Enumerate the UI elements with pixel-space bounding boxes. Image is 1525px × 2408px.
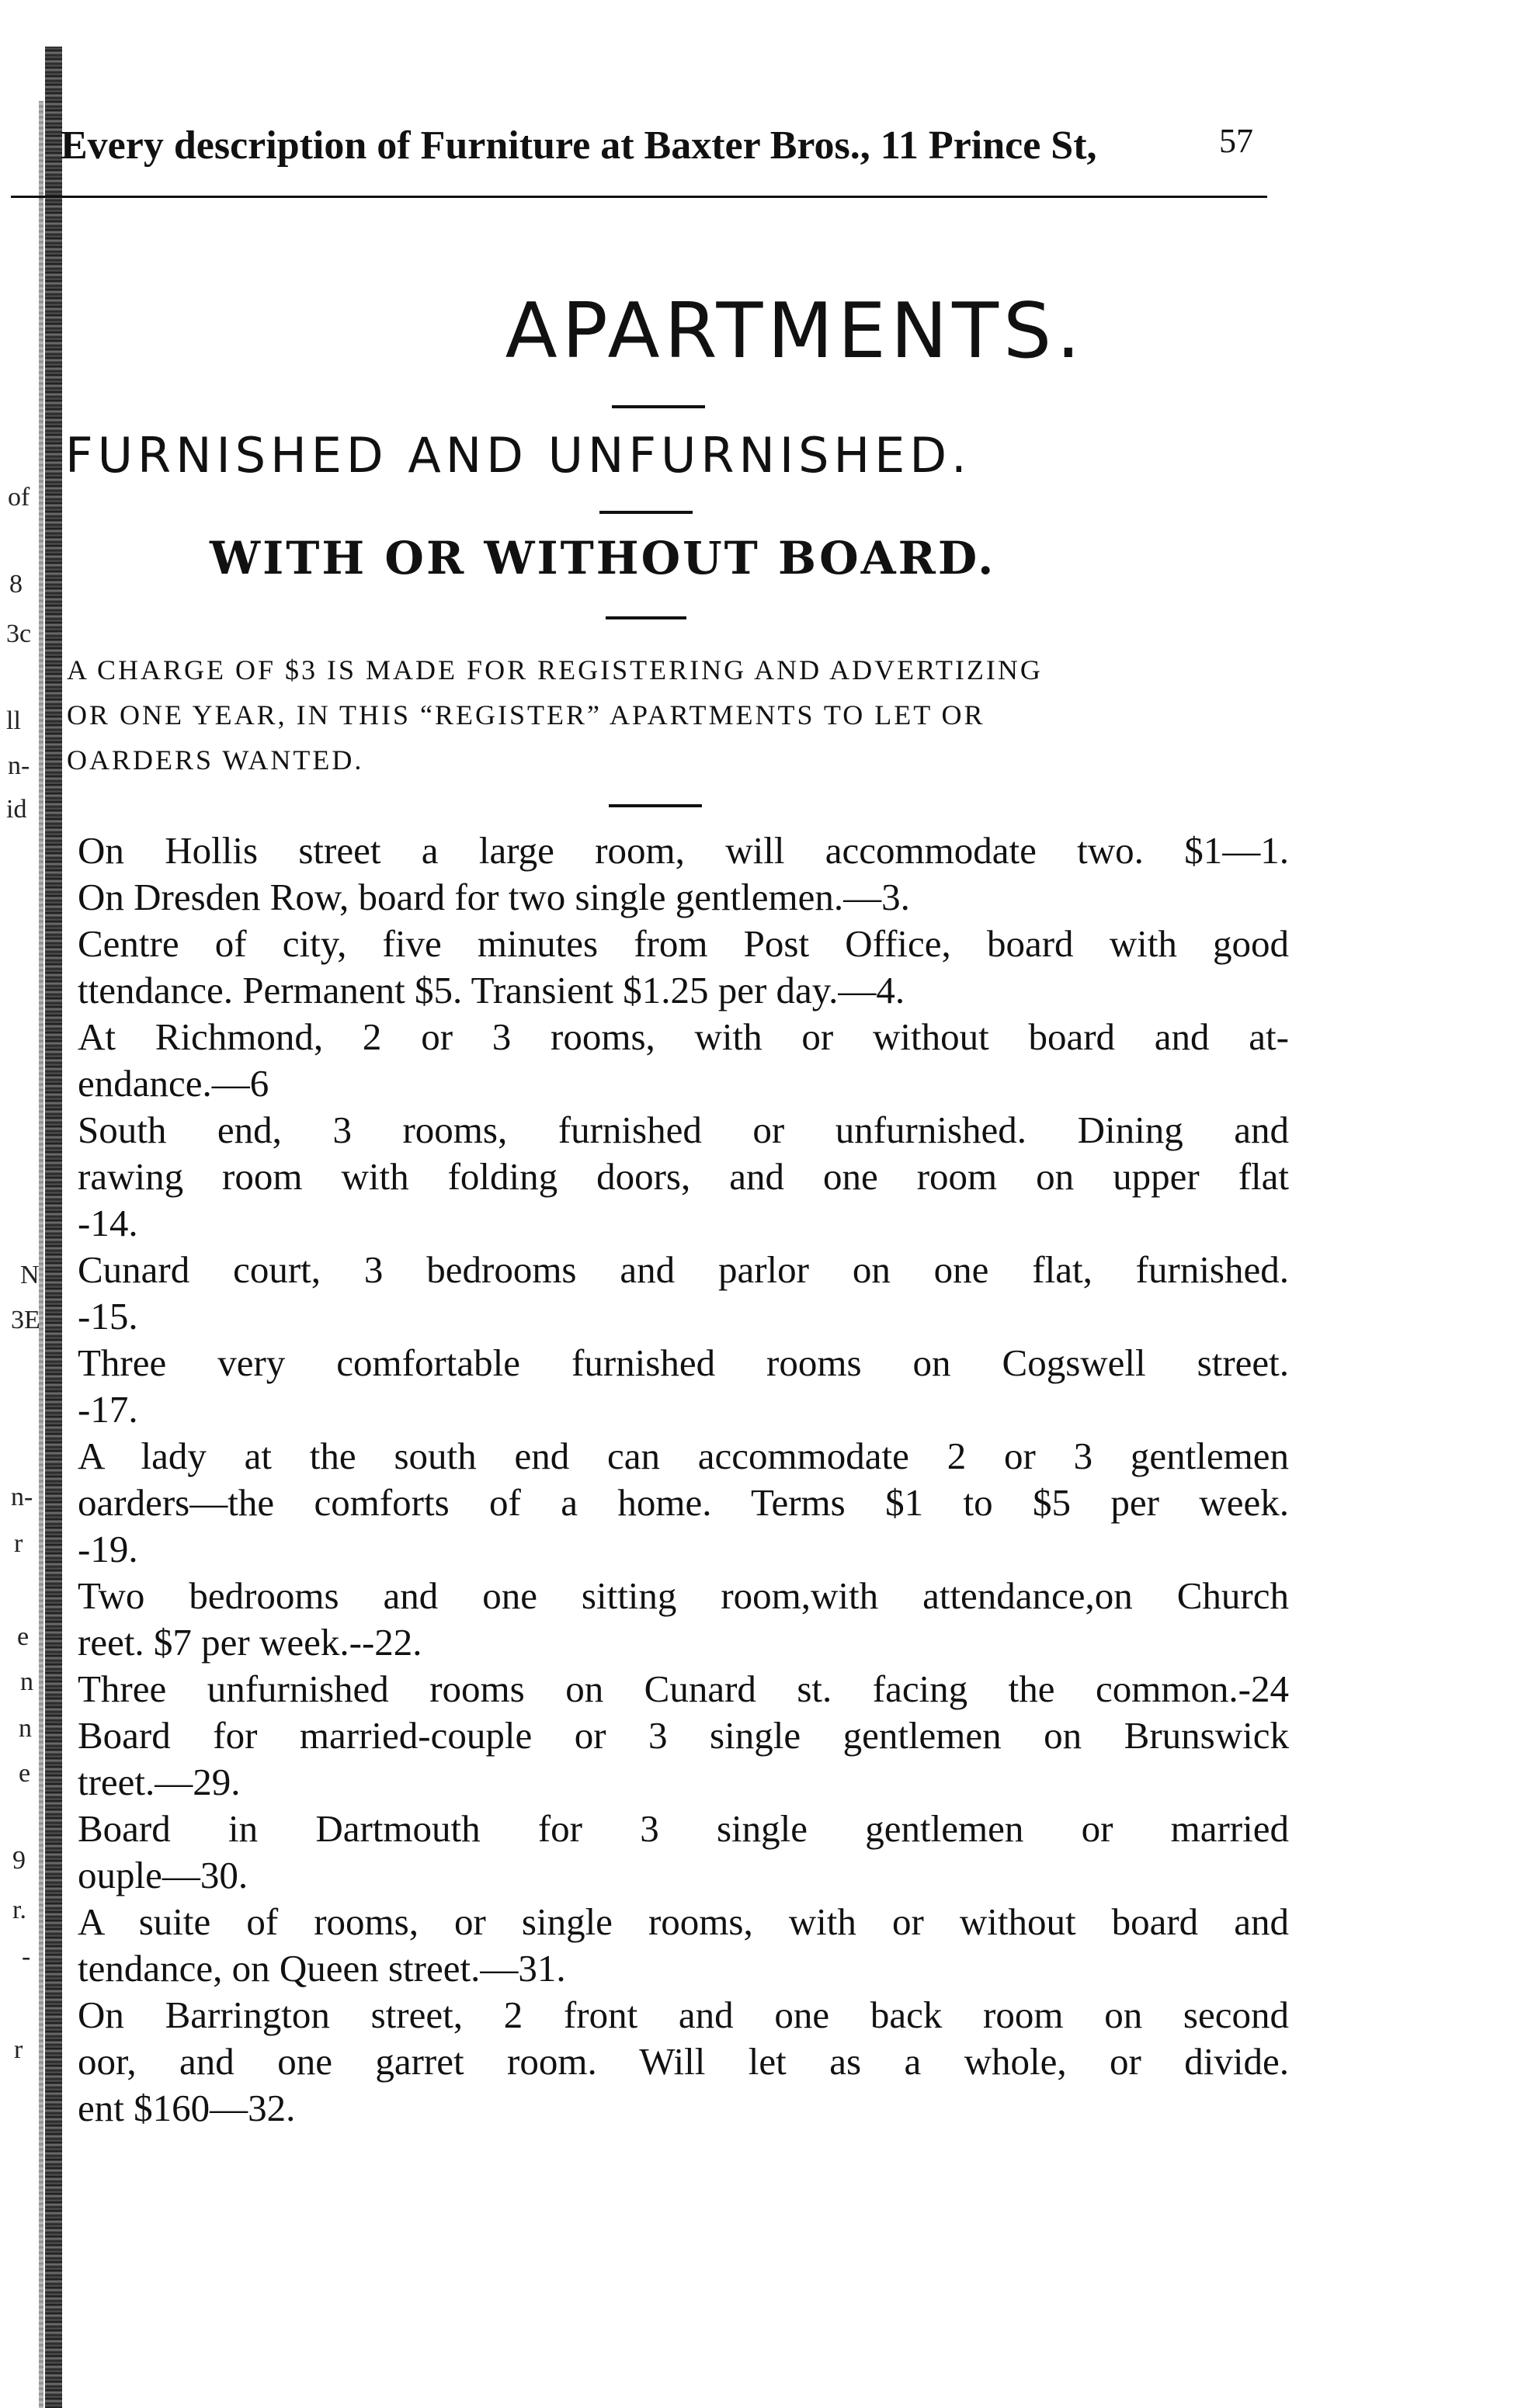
listing-line: On Dresden Row, board for two single gentlemen.—3. — [78, 876, 910, 918]
margin-fragment: 8 — [9, 570, 23, 599]
listing-line: -17. — [78, 1388, 138, 1431]
divider-rule — [612, 405, 705, 408]
notice-line: A CHARGE OF $3 IS MADE FOR REGISTERING AND ADVERTIZING — [67, 654, 1043, 685]
divider-rule — [599, 511, 693, 514]
listing-line: ttendance. Permanent $5. Transient $1.25 per day.—4. — [78, 969, 905, 1011]
margin-fragment: n- — [11, 1483, 33, 1511]
running-head: Every description of Furniture at Baxter Bros., 11 Prince St, — [61, 123, 1097, 168]
listing-line: reet. $7 per week.--22. — [78, 1621, 422, 1664]
margin-fragment: e — [17, 1622, 30, 1651]
margin-fragment: N — [20, 1261, 40, 1289]
board-heading: WITH OR WITHOUT BOARD. — [210, 532, 996, 585]
listing-line: Three unfurnished rooms on Cunard st. facing the common.-24 — [78, 1667, 1289, 1710]
margin-fragment: r — [14, 2035, 23, 2064]
subtitle: FURNISHED AND UNFURNISHED. — [65, 427, 971, 484]
listing-line: On Hollis street a large room, will accommodate two. $1—1. — [78, 829, 1289, 872]
listing-line: Centre of city, five minutes from Post Office, board with good — [78, 922, 1289, 965]
listing-line: A lady at the south end can accommodate 2 or 3 gentlemen — [78, 1435, 1289, 1477]
divider-rule — [606, 616, 686, 619]
margin-fragment: 3E — [11, 1306, 40, 1334]
margin-fragment: r. — [12, 1896, 26, 1924]
margin-fragment: id — [6, 795, 27, 824]
binding-gutter — [45, 47, 62, 2408]
listing-line: rawing room with folding doors, and one room on upper flat — [78, 1155, 1289, 1198]
listing-line: At Richmond, 2 or 3 rooms, with or without board and at- — [78, 1015, 1289, 1058]
page-title: APARTMENTS. — [505, 287, 1086, 376]
listing-line: -15. — [78, 1295, 138, 1338]
margin-fragment: n — [20, 1667, 33, 1696]
margin-fragment: of — [8, 483, 30, 512]
notice-line: OARDERS WANTED. — [67, 744, 364, 775]
page-number: 57 — [1219, 122, 1253, 160]
listing-line: A suite of rooms, or single rooms, with or without board and — [78, 1900, 1289, 1943]
margin-fragment: n — [19, 1714, 32, 1743]
listing-line: ouple—30. — [78, 1854, 248, 1896]
listing-line: oor, and one garret room. Will let as a whole, or divide. — [78, 2040, 1289, 2083]
listing-line: -19. — [78, 1528, 138, 1570]
registration-notice — [67, 647, 1278, 782]
listing-line: Two bedrooms and one sitting room,with attendance,on Church — [78, 1574, 1289, 1617]
margin-fragment: ll — [6, 706, 21, 735]
listing-line: Cunard court, 3 bedrooms and parlor on one flat, furnished. — [78, 1248, 1289, 1291]
margin-fragment: - — [22, 1942, 31, 1971]
binding-edge — [39, 101, 43, 2408]
margin-fragment: r — [14, 1529, 23, 1558]
listing-line: South end, 3 rooms, furnished or unfurnished. Dining and — [78, 1109, 1289, 1151]
listing-line: Board in Dartmouth for 3 single gentlemen or married — [78, 1807, 1289, 1850]
notice-line: OR ONE YEAR, IN THIS “REGISTER” APARTMENTS TO LET OR — [67, 699, 985, 730]
listing-line: treet.—29. — [78, 1761, 241, 1803]
divider-rule — [609, 804, 702, 807]
listing-line: Three very comfortable furnished rooms on Cogswell street. — [78, 1341, 1289, 1384]
margin-fragment: n- — [8, 751, 30, 780]
listing-line: tendance, on Queen street.—31. — [78, 1947, 566, 1990]
margin-fragment: 3c — [6, 619, 32, 648]
listing-line: endance.—6 — [78, 1062, 269, 1105]
listing-line: oarders—the comforts of a home. Terms $1 to $5 per week. — [78, 1481, 1289, 1524]
header-rule — [11, 196, 1267, 198]
apartment-listings — [78, 828, 1289, 2132]
listing-line: Board for married-couple or 3 single gentlemen on Brunswick — [78, 1714, 1289, 1757]
listing-line: On Barrington street, 2 front and one back room on second — [78, 1993, 1289, 2036]
margin-fragment: e — [19, 1759, 31, 1788]
listing-line: ent $160—32. — [78, 2087, 296, 2129]
margin-fragment: 9 — [12, 1846, 26, 1875]
listing-line: -14. — [78, 1202, 138, 1244]
